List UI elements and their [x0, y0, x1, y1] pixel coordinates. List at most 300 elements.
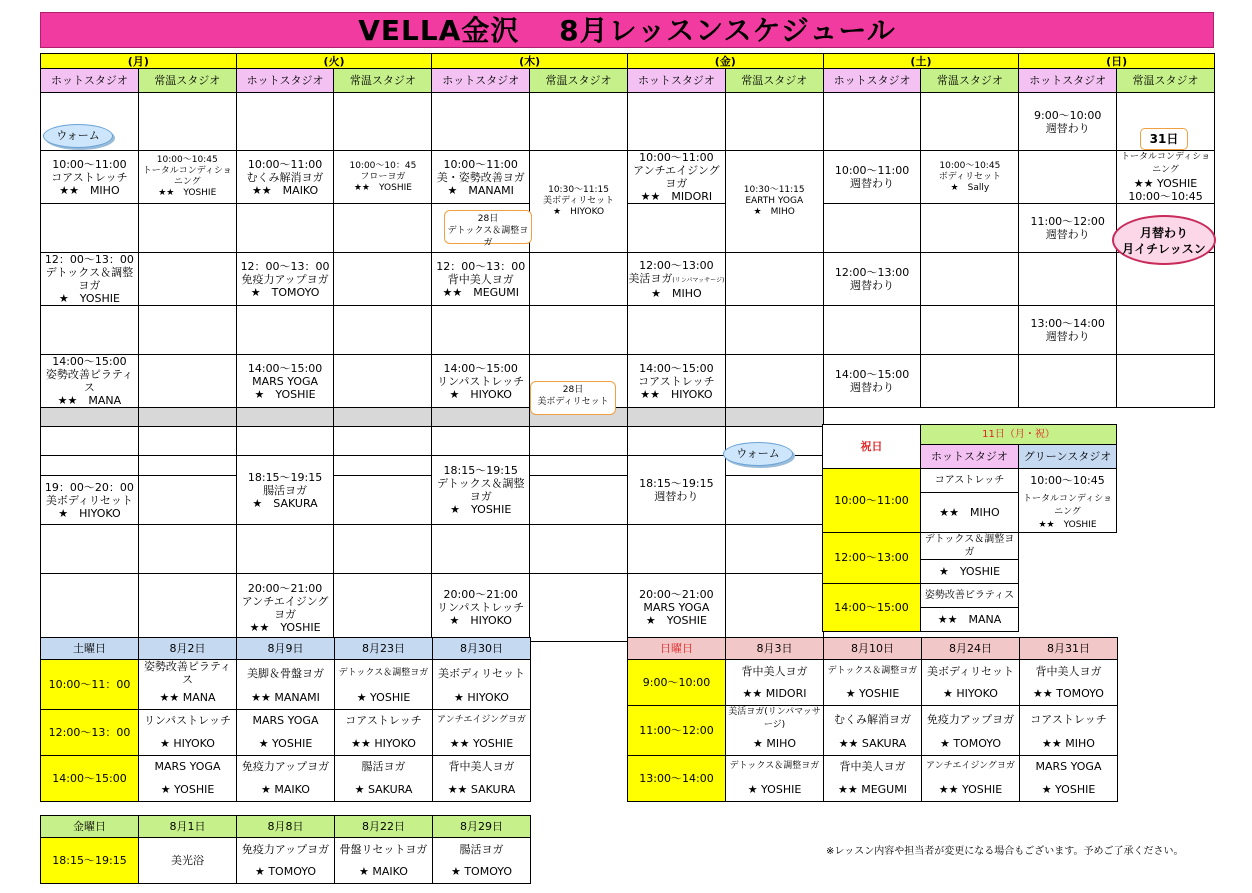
empty-slot: [236, 427, 334, 456]
lesson-instructor: [530, 207, 627, 218]
saturday-lesson[interactable]: アンチエイジングヨガ: [433, 709, 531, 732]
lesson-title: コアストレッチ: [638, 374, 715, 388]
lesson-title: 美ボディリセット: [542, 196, 615, 206]
lesson-time: 18:15～19:15: [247, 470, 323, 484]
lesson-time: 14:00～15:00: [52, 355, 127, 368]
lesson-time: 10:30～11:15: [743, 185, 805, 195]
empty: [1117, 525, 1215, 574]
lesson-time: 14:00～15:00: [639, 361, 714, 375]
stars: ★★: [158, 188, 175, 198]
sunday-time: 9:00～10:00: [628, 660, 726, 706]
lesson-cell[interactable]: [823, 253, 921, 306]
burst-line2: 月イチレッスン: [1122, 242, 1206, 256]
lesson-name: [41, 368, 138, 394]
lesson-title: 週替わり: [850, 177, 895, 190]
sunday-lesson[interactable]: 美活ヨガ(リンパマッサージ): [726, 706, 824, 733]
saturday-instructor: ★★ MANAMI: [237, 686, 335, 709]
empty-slot: [627, 408, 725, 427]
lesson-cell[interactable]: [41, 355, 139, 408]
studio-warm: 常温スタジオ: [334, 69, 432, 93]
stars: ★★: [1133, 177, 1154, 190]
lesson-title: 週替わり: [654, 490, 699, 503]
lesson-time: 20:00～21:00: [639, 588, 714, 601]
lesson-time: 18:15～19:15: [639, 477, 714, 490]
stars: ★★: [251, 183, 272, 197]
lesson-cell[interactable]: [432, 574, 530, 642]
instructor: YOSHIE: [79, 292, 120, 305]
lesson-cell[interactable]: [627, 253, 725, 306]
instructor: MANA: [968, 612, 1002, 626]
saturday-lesson[interactable]: 美脚＆骨盤ヨガ: [237, 660, 335, 687]
holiday-time: 12:00～13:00: [823, 532, 921, 583]
lesson-instructor: [1117, 177, 1214, 190]
saturday-instructor: ★ SAKURA: [335, 778, 433, 801]
lesson-name: [628, 375, 725, 388]
sunday-lesson[interactable]: コアストレッチ: [1020, 706, 1118, 733]
instructor: MIDORI: [671, 190, 713, 203]
lesson-name: [824, 279, 921, 292]
empty-slot: [725, 476, 823, 525]
empty-slot: [530, 306, 628, 355]
stars: ★: [938, 564, 949, 578]
lesson-name: [628, 490, 725, 503]
empty-slot: [41, 408, 139, 427]
empty-slot: [334, 427, 432, 456]
friday-table: [40, 815, 531, 884]
lesson-sub: (リンパマッサージ): [672, 276, 725, 284]
day-header: (火): [236, 54, 432, 69]
empty-slot: [432, 408, 530, 427]
empty-slot: [921, 355, 1019, 408]
empty-slot: [530, 93, 628, 151]
lesson-instructor: [921, 183, 1018, 194]
lesson-time: 20:00～21:00: [443, 588, 518, 601]
lesson-time: 19：00～20：00: [44, 480, 134, 494]
lesson-instructor: [237, 184, 334, 197]
lesson-title: 免疫力アップヨガ: [241, 272, 329, 286]
lesson-instructor: [432, 614, 529, 627]
lesson-name: [41, 266, 138, 292]
lesson-cell[interactable]: [627, 574, 725, 642]
lesson-title: トータルコンディショニング: [142, 166, 232, 187]
lesson-time: 13:00～14:00: [1030, 317, 1105, 330]
friday-lesson[interactable]: 美光浴: [139, 838, 237, 884]
saturday-lesson[interactable]: デトックス＆調整ヨガ: [335, 660, 433, 687]
lesson-title: 週替わり: [850, 279, 895, 292]
lesson-title: EARTH YOGA: [745, 196, 804, 206]
instructor: HIYOKO: [670, 387, 713, 401]
empty-slot: [138, 525, 236, 574]
empty-slot: [530, 525, 628, 574]
lesson-cell[interactable]: [1019, 306, 1117, 355]
warm-bubble-mon: ウォーム: [43, 124, 113, 148]
friday-label: 金曜日: [41, 816, 139, 838]
stars: ★: [950, 182, 959, 193]
lesson-name: [334, 172, 431, 183]
lesson-name: [628, 601, 725, 614]
empty-slot: [1117, 355, 1215, 408]
stars: ★: [753, 207, 762, 217]
lesson-title: ボディリセット: [938, 171, 1001, 182]
callout-thu-28-body: [530, 381, 616, 415]
holiday-time: 10:00～11:00: [823, 469, 921, 533]
lesson-title: 週替わり: [1045, 330, 1090, 343]
empty: [1117, 427, 1215, 456]
instructor: HIYOKO: [470, 614, 512, 627]
lesson-cell[interactable]: [627, 151, 725, 204]
lesson-time: 20:00～21:00: [247, 581, 323, 595]
empty-slot: [138, 355, 236, 408]
sunday-instructor: ★★ MEGUMI: [824, 778, 922, 801]
saturday-instructor: ★ YOSHIE: [335, 686, 433, 709]
empty-slot: [627, 306, 725, 355]
empty-slot: [530, 427, 628, 456]
lesson-title: フローヨガ: [360, 171, 406, 182]
empty-slot: [41, 427, 139, 456]
lesson-title: 腸活ヨガ: [263, 483, 308, 497]
lesson-time: 11:00～12:00: [1030, 215, 1105, 228]
sunday-instructor: ★ MIHO: [726, 732, 824, 755]
stars: ★: [645, 614, 656, 627]
instructor: MIHO: [671, 286, 702, 300]
empty-slot: [627, 204, 725, 253]
stars: ★: [553, 207, 562, 217]
lesson-cell[interactable]: [1019, 93, 1117, 151]
badge-31: 31日: [1140, 128, 1188, 150]
lesson-title: MARS YOGA: [643, 601, 710, 614]
empty-slot: [725, 574, 823, 642]
holiday-green-lesson[interactable]: [1019, 493, 1117, 533]
lesson-title: デトックス＆調整ヨガ: [45, 266, 134, 292]
studio-warm: 常温スタジオ: [725, 69, 823, 93]
instructor: HIYOKO: [570, 207, 605, 217]
lesson-name: [921, 172, 1018, 183]
lesson-time: 10:00～11:00: [52, 157, 127, 171]
empty-slot: [138, 574, 236, 642]
saturday-instructor: ★ MAIKO: [237, 778, 335, 801]
sunday-instructor: ★★ SAKURA: [824, 732, 922, 755]
empty: [1019, 583, 1117, 631]
day-header: (月): [41, 54, 237, 69]
lesson-name: トータルコンディショニング: [1120, 152, 1211, 175]
holiday-hot-ins: [921, 559, 1019, 583]
lesson-time: 10:00～10:45: [939, 160, 1001, 171]
studio-warm: 常温スタジオ: [1117, 69, 1215, 93]
holiday-time: 14:00～15:00: [823, 583, 921, 631]
empty-slot: [138, 427, 236, 456]
lesson-name: [1019, 122, 1116, 135]
stars: ★: [651, 286, 661, 300]
empty-slot: [41, 204, 139, 253]
lesson-cell[interactable]: [236, 574, 334, 642]
notice-text: ※レッスン内容や担当者が変更になる場合もございます。予めご了承ください。: [826, 846, 1184, 857]
sunday-time: 11:00～12:00: [628, 706, 726, 756]
lesson-name: [824, 177, 921, 190]
lesson-cell[interactable]: [334, 151, 432, 204]
saturday-instructor: ★ HIYOKO: [433, 686, 531, 709]
lesson-cell[interactable]: [627, 456, 725, 525]
warm-bubble-fri: ウォーム: [723, 442, 793, 466]
sunday-lesson[interactable]: アンチエイジングヨガ: [922, 755, 1020, 778]
holiday-hot-ins: [921, 493, 1019, 533]
lesson-cell[interactable]: [823, 151, 921, 204]
lesson-name: [237, 595, 334, 621]
sunday-lesson[interactable]: 背中美人ヨガ: [1020, 660, 1118, 683]
lesson-instructor: [41, 394, 138, 407]
instructor: YOSHIE: [666, 614, 707, 627]
saturday-instructor: ★ YOSHIE: [139, 778, 237, 801]
saturday-time: 12:00～13：00: [41, 709, 139, 755]
empty-slot: [236, 525, 334, 574]
lesson-title: アンチエイジングヨガ: [241, 594, 329, 621]
empty-slot: [334, 355, 432, 408]
lesson-name: [237, 171, 334, 184]
lesson-time: 10:30～11:15: [548, 185, 609, 195]
saturday-instructor: ★★ MANA: [139, 686, 237, 709]
sunday-lesson[interactable]: デトックス＆調整ヨガ: [824, 660, 922, 683]
empty: [1117, 476, 1215, 525]
sunday-date: 8月24日: [922, 638, 1020, 660]
saturday-lesson[interactable]: リンパストレッチ: [139, 709, 237, 732]
holiday-hot-name[interactable]: コアストレッチ: [921, 469, 1019, 493]
sunday-lesson[interactable]: 背中美人ヨガ: [726, 660, 824, 683]
lesson-title: 週替わり: [850, 381, 895, 394]
holiday-hot-name[interactable]: デトックス＆調整ヨガ: [921, 532, 1019, 559]
lesson-time: 10:00～11:00: [639, 151, 714, 164]
lesson-cell[interactable]: [236, 355, 334, 408]
saturday-instructor: ★★ YOSHIE: [433, 732, 531, 755]
empty-slot: [823, 204, 921, 253]
lesson-name: [432, 375, 529, 388]
lesson-title: 背中美人ヨガ: [447, 272, 514, 286]
saturday-lesson[interactable]: コアストレッチ: [335, 709, 433, 732]
lesson-time: 10:00～10：45: [349, 160, 417, 171]
friday-instructor: ★ TOMOYO: [433, 861, 531, 884]
saturday-lesson[interactable]: 美ボディリセット: [433, 660, 531, 687]
lesson-name: [237, 484, 334, 497]
holiday-hot-name[interactable]: 姿勢改善ピラティス: [921, 583, 1019, 607]
studio-hot: ホットスタジオ: [823, 69, 921, 93]
lesson-time: 12：00～13：00: [240, 259, 330, 273]
studio-warm: 常温スタジオ: [138, 69, 236, 93]
lesson-cell[interactable]: [921, 151, 1019, 204]
empty-slot: [41, 525, 139, 574]
empty-slot: [138, 408, 236, 427]
empty-slot: [1019, 253, 1117, 306]
lesson-time: 14:00～15:00: [834, 368, 910, 381]
empty-slot: [725, 93, 823, 151]
lesson-cell[interactable]: [432, 253, 530, 306]
lesson-title: リンパストレッチ: [437, 601, 525, 614]
lesson-name: [41, 494, 138, 507]
saturday-lesson[interactable]: MARS YOGA: [139, 755, 237, 778]
lesson-cell[interactable]: [627, 355, 725, 408]
holiday-date: 11日（月・祝）: [921, 425, 1117, 445]
lesson-cell[interactable]: [236, 151, 334, 204]
lesson-name: [1019, 228, 1116, 241]
empty-slot: [725, 253, 823, 306]
friday-lesson[interactable]: 骨盤リセットヨガ: [335, 838, 433, 861]
sunday-instructor: ★★ TOMOYO: [1020, 683, 1118, 706]
studio-hot: ホットスタジオ: [1019, 69, 1117, 93]
empty-slot: [432, 427, 530, 456]
stars: ★★: [442, 285, 463, 299]
friday-instructor: ★ MAIKO: [335, 861, 433, 884]
saturday-lesson[interactable]: 背中美人ヨガ: [433, 755, 531, 778]
empty-slot: [725, 306, 823, 355]
lesson-name: [41, 171, 138, 184]
instructor: Sally: [967, 182, 990, 193]
lesson-time: 10:00～10:45: [1128, 190, 1203, 203]
lesson-name: [139, 166, 236, 188]
lesson-cell[interactable]: [432, 355, 530, 408]
lesson-cell[interactable]: [530, 151, 628, 253]
callout-date: 28日: [562, 385, 584, 395]
empty-slot: [334, 306, 432, 355]
lesson-instructor: [41, 184, 138, 197]
stars: ★★: [1038, 519, 1055, 530]
stars: ★★: [353, 182, 370, 193]
sunday-instructor: ★ TOMOYO: [922, 732, 1020, 755]
stars: ★★: [59, 183, 79, 197]
lesson-cell[interactable]: [1117, 151, 1215, 204]
studio-hot: ホットスタジオ: [41, 69, 139, 93]
saturday-time: 14:00～15:00: [41, 755, 139, 801]
lesson-instructor: [237, 388, 334, 401]
sunday-instructor: ★ YOSHIE: [824, 683, 922, 706]
burst-line1: 月替わり: [1139, 226, 1188, 240]
lesson-cell[interactable]: [725, 151, 823, 253]
saturday-lesson[interactable]: 腸活ヨガ: [335, 755, 433, 778]
stars: ★: [447, 183, 458, 197]
friday-lesson[interactable]: 免疫力アップヨガ: [237, 838, 335, 861]
lesson-cell[interactable]: [41, 151, 139, 204]
saturday-lesson[interactable]: MARS YOGA: [237, 709, 335, 732]
empty: [1117, 456, 1215, 476]
callout-text: 美ボディリセット: [537, 397, 609, 407]
sunday-lesson[interactable]: 美ボディリセット: [922, 660, 1020, 683]
empty-slot: [921, 93, 1019, 151]
saturday-label: 土曜日: [41, 638, 139, 660]
instructor: MANA: [88, 394, 122, 407]
friday-date: 8月8日: [237, 816, 335, 838]
lesson-cell[interactable]: [432, 151, 530, 204]
holiday-hot-ins: [921, 607, 1019, 631]
lesson-title: 週替わり: [1045, 228, 1090, 241]
sunday-instructor: ★ HIYOKO: [922, 683, 1020, 706]
empty-slot: [334, 253, 432, 306]
sunday-lesson[interactable]: 免疫力アップヨガ: [922, 706, 1020, 733]
lesson-time: 10:00～11:00: [834, 164, 910, 177]
lesson-instructor: [41, 507, 138, 520]
saturday-date: 8月23日: [335, 638, 433, 660]
sunday-instructor: ★ YOSHIE: [726, 778, 824, 801]
callout-text: デトックス＆調整ヨガ: [447, 226, 529, 248]
callout-date: 28日: [477, 214, 499, 224]
empty-slot: [138, 204, 236, 253]
studio-warm: 常温スタジオ: [921, 69, 1019, 93]
sunday-lesson[interactable]: むくみ解消ヨガ: [824, 706, 922, 733]
empty-slot: [138, 253, 236, 306]
lesson-instructor: [628, 614, 725, 627]
saturday-table: [40, 637, 531, 802]
lesson-time: 14:00～15:00: [443, 361, 518, 375]
holiday-table: [822, 424, 1117, 632]
instructor: YOSHIE: [280, 620, 321, 634]
stars: ★★: [640, 190, 661, 203]
saturday-lesson[interactable]: 免疫力アップヨガ: [237, 755, 335, 778]
lesson-cell[interactable]: [236, 456, 334, 525]
empty-slot: [138, 456, 236, 476]
empty-slot: [41, 306, 139, 355]
lesson-cell[interactable]: [41, 253, 139, 306]
empty-slot: [921, 253, 1019, 306]
instructor: YOSHIE: [379, 182, 412, 193]
holiday-green-time[interactable]: 10:00～10:45: [1019, 469, 1117, 493]
lesson-instructor: [432, 388, 529, 401]
lesson-cell[interactable]: [41, 476, 139, 525]
empty-slot: [236, 204, 334, 253]
instructor: YOSHIE: [959, 564, 1001, 578]
empty-slot: [1117, 306, 1215, 355]
sunday-instructor: ★★ MIHO: [1020, 732, 1118, 755]
lesson-name: [628, 272, 725, 287]
sunday-date: 8月10日: [824, 638, 922, 660]
lesson-cell[interactable]: [1019, 204, 1117, 253]
monthly-lesson-burst: [1112, 215, 1216, 265]
friday-lesson[interactable]: 腸活ヨガ: [433, 838, 531, 861]
lesson-cell[interactable]: [138, 151, 236, 204]
lesson-instructor: [628, 287, 725, 300]
stars: ★: [449, 614, 460, 627]
lesson-name: [824, 381, 921, 394]
lesson-instructor: [628, 388, 725, 401]
lesson-cell[interactable]: [236, 253, 334, 306]
empty-slot: [627, 93, 725, 151]
empty-slot: [627, 427, 725, 456]
sunday-lesson[interactable]: デトックス＆調整ヨガ: [726, 755, 824, 778]
saturday-lesson[interactable]: 姿勢改善ピラティス: [139, 660, 237, 687]
lesson-time: 9:00～10:00: [1033, 108, 1102, 122]
sunday-date: 8月3日: [726, 638, 824, 660]
sunday-instructor: ★★ YOSHIE: [922, 778, 1020, 801]
instructor: MEGUMI: [473, 285, 519, 299]
lesson-cell[interactable]: [823, 355, 921, 408]
studio-hot: ホットスタジオ: [432, 69, 530, 93]
lesson-title: MARS YOGA: [252, 374, 319, 388]
saturday-date: 8月2日: [139, 638, 237, 660]
sunday-lesson[interactable]: 背中美人ヨガ: [824, 755, 922, 778]
lesson-title: コアストレッチ: [51, 170, 128, 184]
lesson-cell[interactable]: [432, 456, 530, 525]
studio-hot: ホットスタジオ: [236, 69, 334, 93]
lesson-instructor: [726, 207, 823, 218]
sunday-instructor: ★ YOSHIE: [1020, 778, 1118, 801]
instructor: MANAMI: [468, 183, 514, 197]
empty-slot: [236, 306, 334, 355]
page-title: VELLA金沢 8月レッスンスケジュール: [40, 12, 1214, 48]
day-header: (木): [432, 54, 628, 69]
callout-thu-28-detox: [444, 210, 532, 248]
day-header: (日): [1019, 54, 1215, 69]
sunday-lesson[interactable]: MARS YOGA: [1020, 755, 1118, 778]
sunday-instructor: ★★ MIDORI: [726, 683, 824, 706]
instructor: YOSHIE: [275, 387, 316, 401]
lesson-instructor: [432, 286, 529, 299]
empty-slot: [530, 253, 628, 306]
saturday-time: 10:00～11：00: [41, 660, 139, 710]
empty: [1117, 408, 1215, 427]
